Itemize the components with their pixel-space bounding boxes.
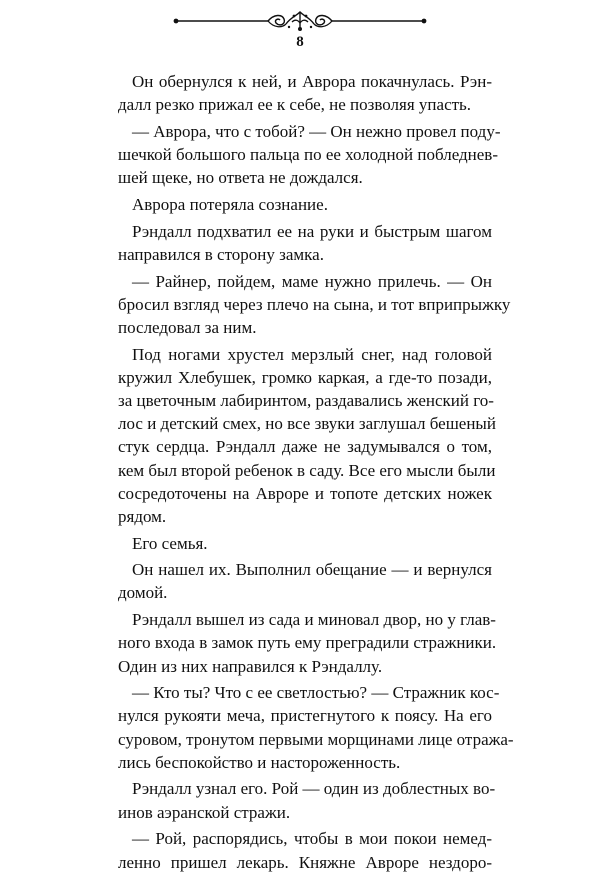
text-line: Аврора потеряла сознание. [132,194,328,214]
text-line: рядом. [118,506,167,526]
text-line: Рэндалл подхватил ее на руки и быстрым шагом [132,221,492,241]
text-line: лись беспокойство и настороженность. [118,752,401,772]
text-line: сосредоточены на Авроре и топоте детских ножек [118,483,492,503]
text-line: суровом, тронутом первыми морщинами лице отража- [118,729,514,749]
text-line: за цветочным лабиринтом, раздавались женский го- [118,390,494,410]
text-line: Его семья. [132,533,208,553]
text-line: — Райнер, пойдем, маме нужно прилечь. — Он [132,271,492,291]
text-line: — Рой, распорядись, чтобы в мои покои немед- [132,829,492,849]
text-line: Он обернулся к ней, и Аврора покачнулась. Рэн- [132,72,492,91]
header-ornament [172,8,428,34]
text-line: последовал за ним. [118,317,257,337]
text-line: Рэндалл вышел из сада и миновал двор, но у глав- [132,610,496,630]
text-line: Один из них направился к Рэндаллу. [118,656,383,676]
text-line: лос и детский смех, но все звуки заглушал бешеный [118,414,496,434]
text-line: домой. [118,583,168,603]
text-line: Он нашел их. Выполнил обещание — и вернулся [132,560,492,580]
text-line: далл резко прижал ее к себе, не позволяя упасть. [118,95,472,115]
text-line: Под ногами хрустел мерзлый снег, над головой [132,344,492,364]
text-line: направился в сторону замка. [118,244,324,264]
text-line: — Кто ты? Что с ее светлостью? — Стражник кос- [132,683,500,703]
text-line: инов аэранской стражи. [118,802,291,822]
text-line: стук сердца. Рэндалл даже не задумывался о том, [118,437,492,457]
text-line: кружил Хлебушек, громко каркая, а где-то позади, [118,367,492,387]
text-line: кем был второй ребенок в саду. Все его мысли были [118,460,496,480]
text-line: ного входа в замок путь ему преградили стражники. [118,633,497,653]
text-line: — Аврора, что с тобой? — Он нежно провел поду- [132,121,501,141]
page-number: 8 [296,34,304,50]
text-line: ленно пришел лекарь. Княжне Авроре нездоро- [118,852,492,872]
text-line: нулся рукояти меча, пристегнутого к поясу. На его [118,706,492,726]
text-line: Рэндалл узнал его. Рой — один из доблестных во- [132,779,496,799]
text-line: шей щеке, но ответа не дождался. [118,168,363,188]
text-line: бросил взгляд через плечо на сына, и тот вприпрыжку [118,294,511,314]
body-text [118,70,514,874]
text-line: шечкой большого пальца по ее холодной побледнев- [118,145,498,165]
